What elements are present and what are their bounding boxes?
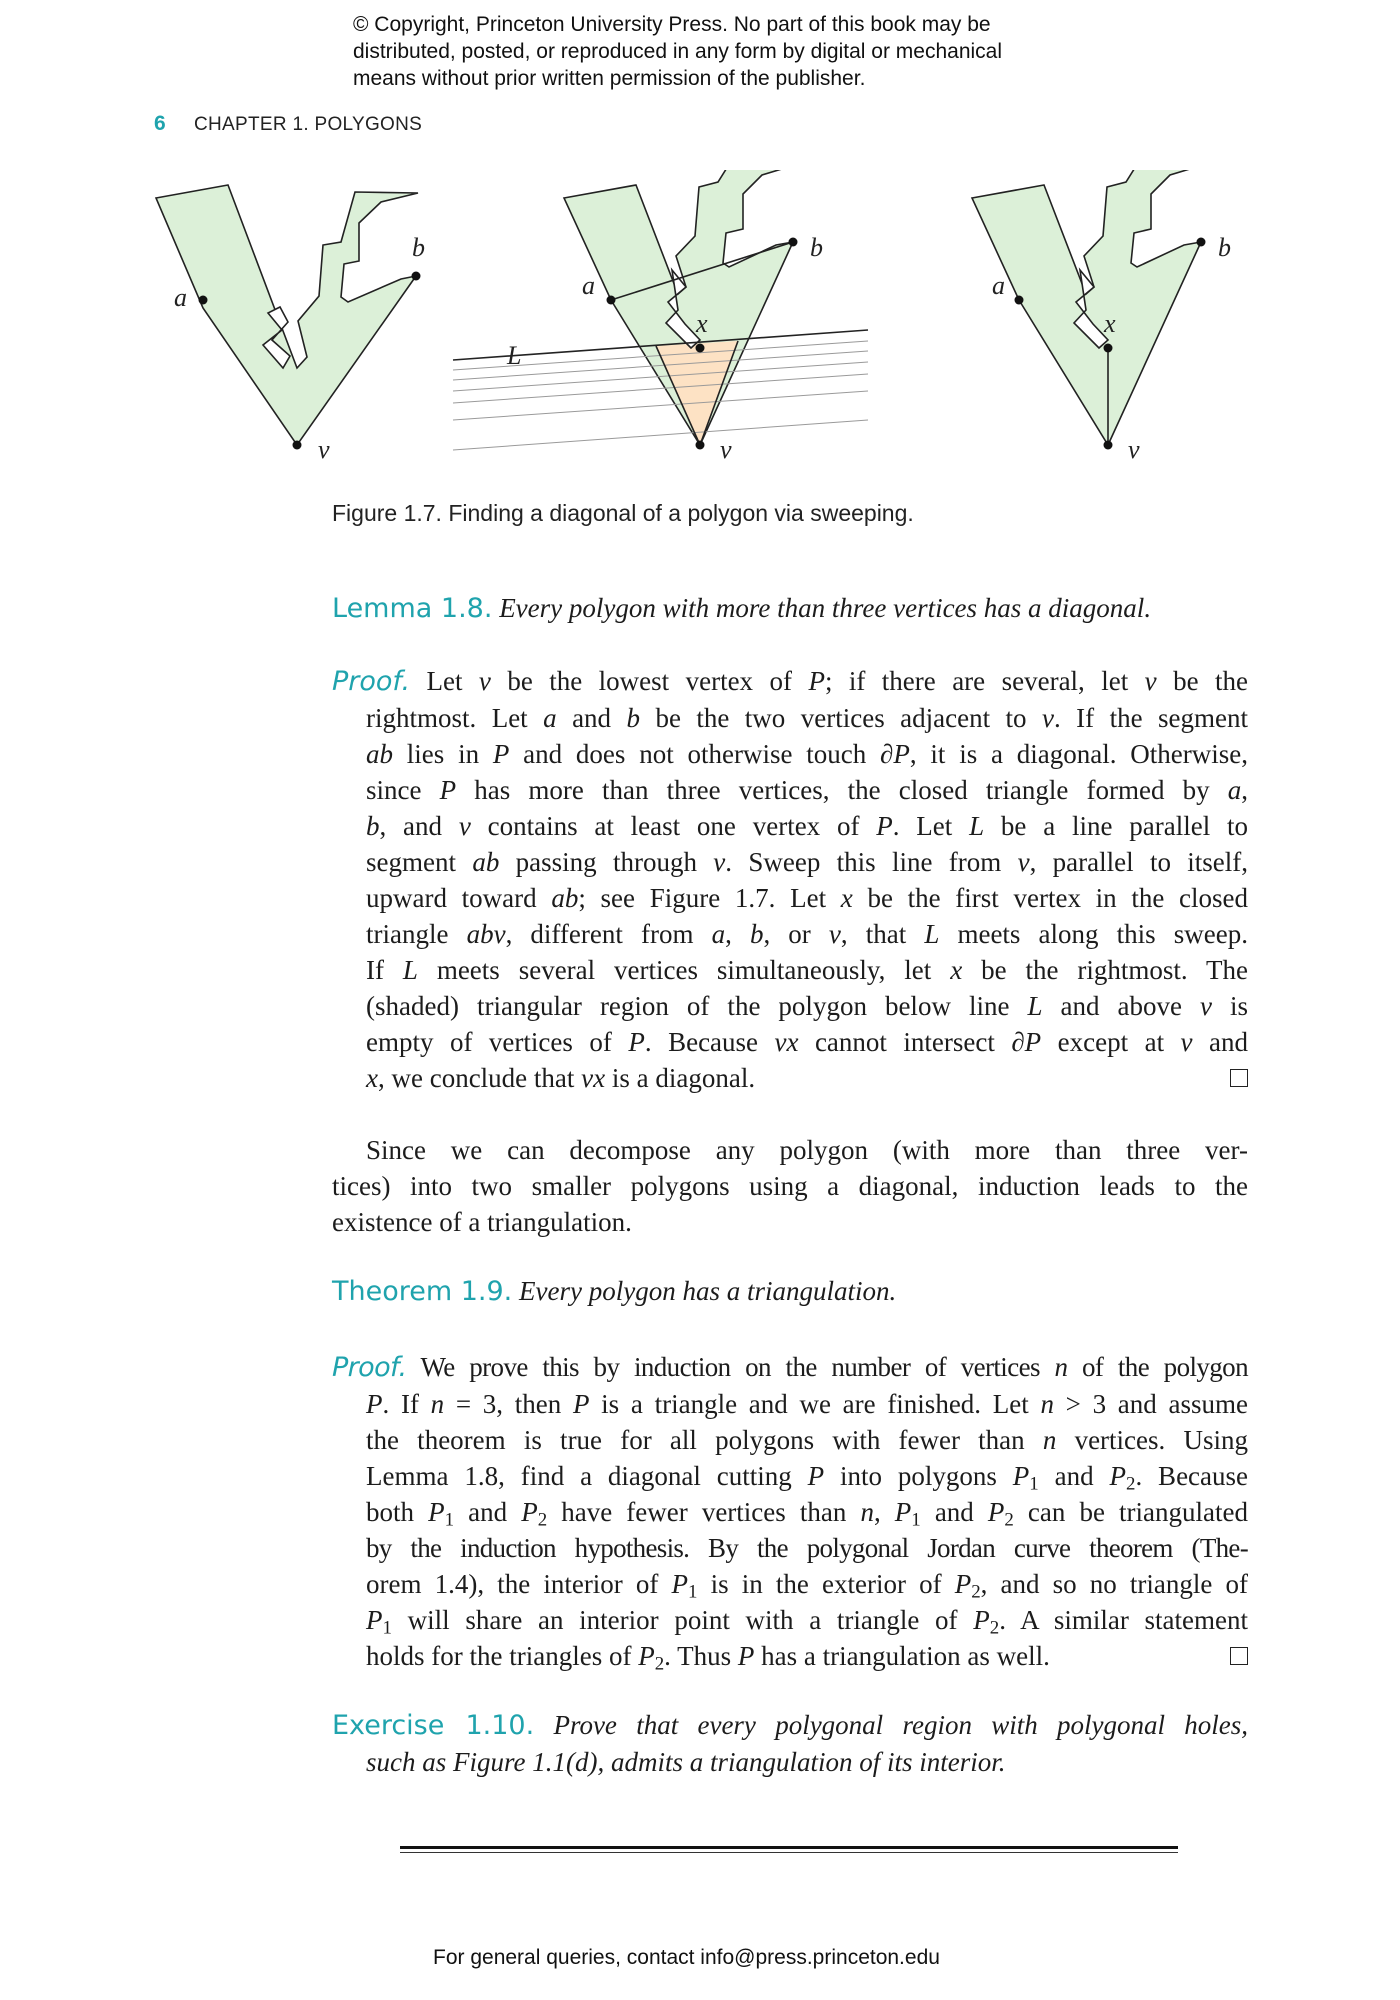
label-x: x (1104, 309, 1116, 338)
proof-label: Proof. (332, 666, 411, 697)
text-line: tices) into two smaller polygons using a diagonal, induction leads to the (332, 1171, 1248, 1201)
text-line: Since we can decompose any polygon (with more than three ver- (366, 1135, 1248, 1165)
label-b: b (810, 233, 823, 262)
proof-label: Proof. (332, 1352, 407, 1383)
chapter-title: CHAPTER 1. POLYGONS (193, 114, 423, 135)
label-v: v (318, 435, 330, 464)
footer-contact: For general queries, contact info@press.princeton.edu (433, 1946, 940, 1969)
proof-lemma: Proof. Let v be the lowest vertex of P; if there are several, let v be the rightmost. Let a and b be the two vertices adjacent to v. If the segment ab lies in P and does not otherwise touch ∂P, it is a diagonal. Otherwise, since P has more than three vertices, the closed triangle formed by a, b, and v contains at least one vertex of P. Let L be a line parallel to segment ab passing through v. Sweep this line from v, parallel to itself, upward toward ab; see Figure 1.7. Let x be the first vertex in the closed triangle abv, different from a, b, or v, that L meets along this sweep. If L meets several vertices simultaneously, let x be the rightmost. The (shaded) triangular region of the polygon below line L and above v is empty of vertices of P. Because vx cannot intersect ∂P except at v and x, we conclude that vx is a diagonal. (332, 666, 1249, 1093)
label-b: b (412, 233, 425, 262)
label-x: x (696, 309, 708, 338)
qed-symbol (1230, 1069, 1248, 1087)
label-v: v (720, 435, 732, 464)
label-b: b (1218, 233, 1231, 262)
page-number: 6 (154, 112, 166, 135)
theorem-text: Every polygon has a triangulation. (519, 1276, 897, 1306)
qed-symbol (1230, 1647, 1248, 1665)
panel-original-polygon (156, 185, 418, 445)
vertex-v (293, 441, 302, 450)
exercise-statement (332, 1707, 1248, 1780)
paragraph-since (332, 1132, 1248, 1240)
label-v: v (1128, 435, 1140, 464)
label-a: a (582, 271, 595, 300)
footer-rule (400, 1846, 1178, 1853)
copyright-line: distributed, posted, or reproduced in any form by digital or mechanical (353, 40, 1003, 63)
label-L: L (507, 341, 522, 370)
copyright-notice (353, 11, 1113, 92)
proof-theorem: Proof. We prove this by induction on the number of vertices n of the polygon P. If n = 3, then P is a triangle and we are finished. Let n > 3 and assume the theorem is true for all polygons with fewer than n vertices. Using Lemma 1.8, find a diagonal cutting P into polygons $P_1$ and $P_2$. Because both $P_1$ and $P_2$ have fewer vertices than n, $P_1$ and $P_2$ can be triangulated by the induction hypothesis. By the polygonal Jordan curve theorem (The- orem 1.4), the interior of $P_1$ is in the exterior of $P_2$, and so no triangle of $P_1$ will share an interior point with a triangle of $P_2$. A similar statement holds for the triangles of $P_2$. Thus P has a triangulation as well. (332, 1352, 1249, 1675)
label-a: a (992, 271, 1005, 300)
lemma-statement (332, 590, 1248, 627)
vertex-a (199, 296, 208, 305)
lemma-text: Every polygon with more than three vertices has a diagonal. (499, 593, 1152, 623)
exercise-text: Prove that every polygonal region with polygonal holes, (553, 1710, 1249, 1740)
copyright-line: means without prior written permission of the publisher. (353, 67, 866, 90)
copyright-line: © Copyright, Princeton University Press. No part of this book may be (353, 13, 991, 36)
figure-caption: Figure 1.7. Finding a diagonal of a polygon via sweeping. (332, 500, 914, 526)
running-head (154, 112, 422, 136)
figure-polygon-sweep (140, 170, 1280, 490)
theorem-label: Theorem 1.9. (332, 1276, 513, 1307)
lemma-label: Lemma 1.8. (332, 593, 493, 624)
exercise-label: Exercise 1.10. (332, 1710, 535, 1741)
label-a: a (174, 283, 187, 312)
vertex-b (412, 272, 421, 281)
panel-sweep (453, 170, 868, 450)
panel-diagonal (972, 170, 1206, 450)
theorem-statement (332, 1273, 1248, 1310)
exercise-text: such as Figure 1.1(d), admits a triangulation of its interior. (366, 1747, 1006, 1777)
text-line: existence of a triangulation. (332, 1207, 632, 1237)
